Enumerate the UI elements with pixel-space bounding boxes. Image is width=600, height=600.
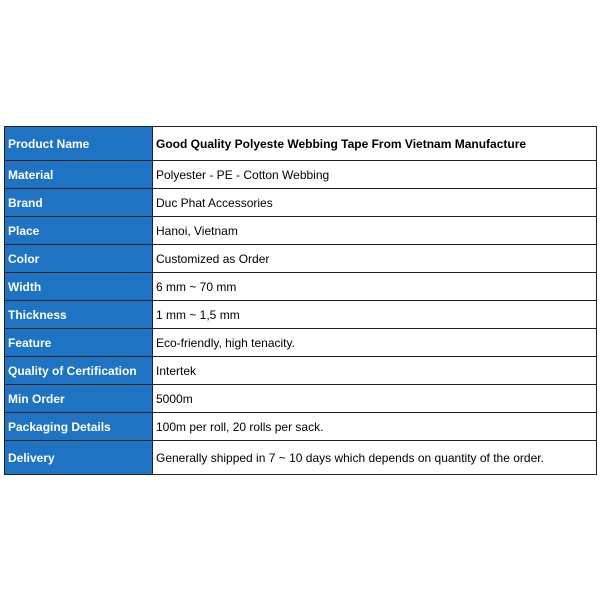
table-row-packaging [5,413,597,441]
row-label: Place [5,217,153,245]
table-row-brand [5,189,597,217]
row-value: Good Quality Polyeste Webbing Tape From Vietnam Manufacture [153,127,597,161]
table-row-color [5,245,597,273]
table-row-min-order [5,385,597,413]
row-label: Width [5,273,153,301]
table-row-certification [5,357,597,385]
row-label: Min Order [5,385,153,413]
row-value: Generally shipped in 7 ~ 10 days which depends on quantity of the order. [153,441,597,475]
row-value: 6 mm ~ 70 mm [153,273,597,301]
row-label: Product Name [5,127,153,161]
spec-table [4,126,597,475]
row-value: 5000m [153,385,597,413]
row-value: 100m per roll, 20 rolls per sack. [153,413,597,441]
row-value: Hanoi, Vietnam [153,217,597,245]
table-row-delivery [5,441,597,475]
row-label: Delivery [5,441,153,475]
row-label: Quality of Certification [5,357,153,385]
row-value: 1 mm ~ 1,5 mm [153,301,597,329]
table-row-width [5,273,597,301]
table-row-thickness [5,301,597,329]
table-row-material [5,161,597,189]
row-label: Color [5,245,153,273]
table-row-product-name [5,127,597,161]
table-row-feature [5,329,597,357]
row-value: Polyester - PE - Cotton Webbing [153,161,597,189]
row-value: Duc Phat Accessories [153,189,597,217]
row-label: Brand [5,189,153,217]
row-value: Intertek [153,357,597,385]
table-row-place [5,217,597,245]
row-value: Eco-friendly, high tenacity. [153,329,597,357]
row-label: Thickness [5,301,153,329]
row-value: Customized as Order [153,245,597,273]
row-label: Feature [5,329,153,357]
row-label: Material [5,161,153,189]
row-label: Packaging Details [5,413,153,441]
